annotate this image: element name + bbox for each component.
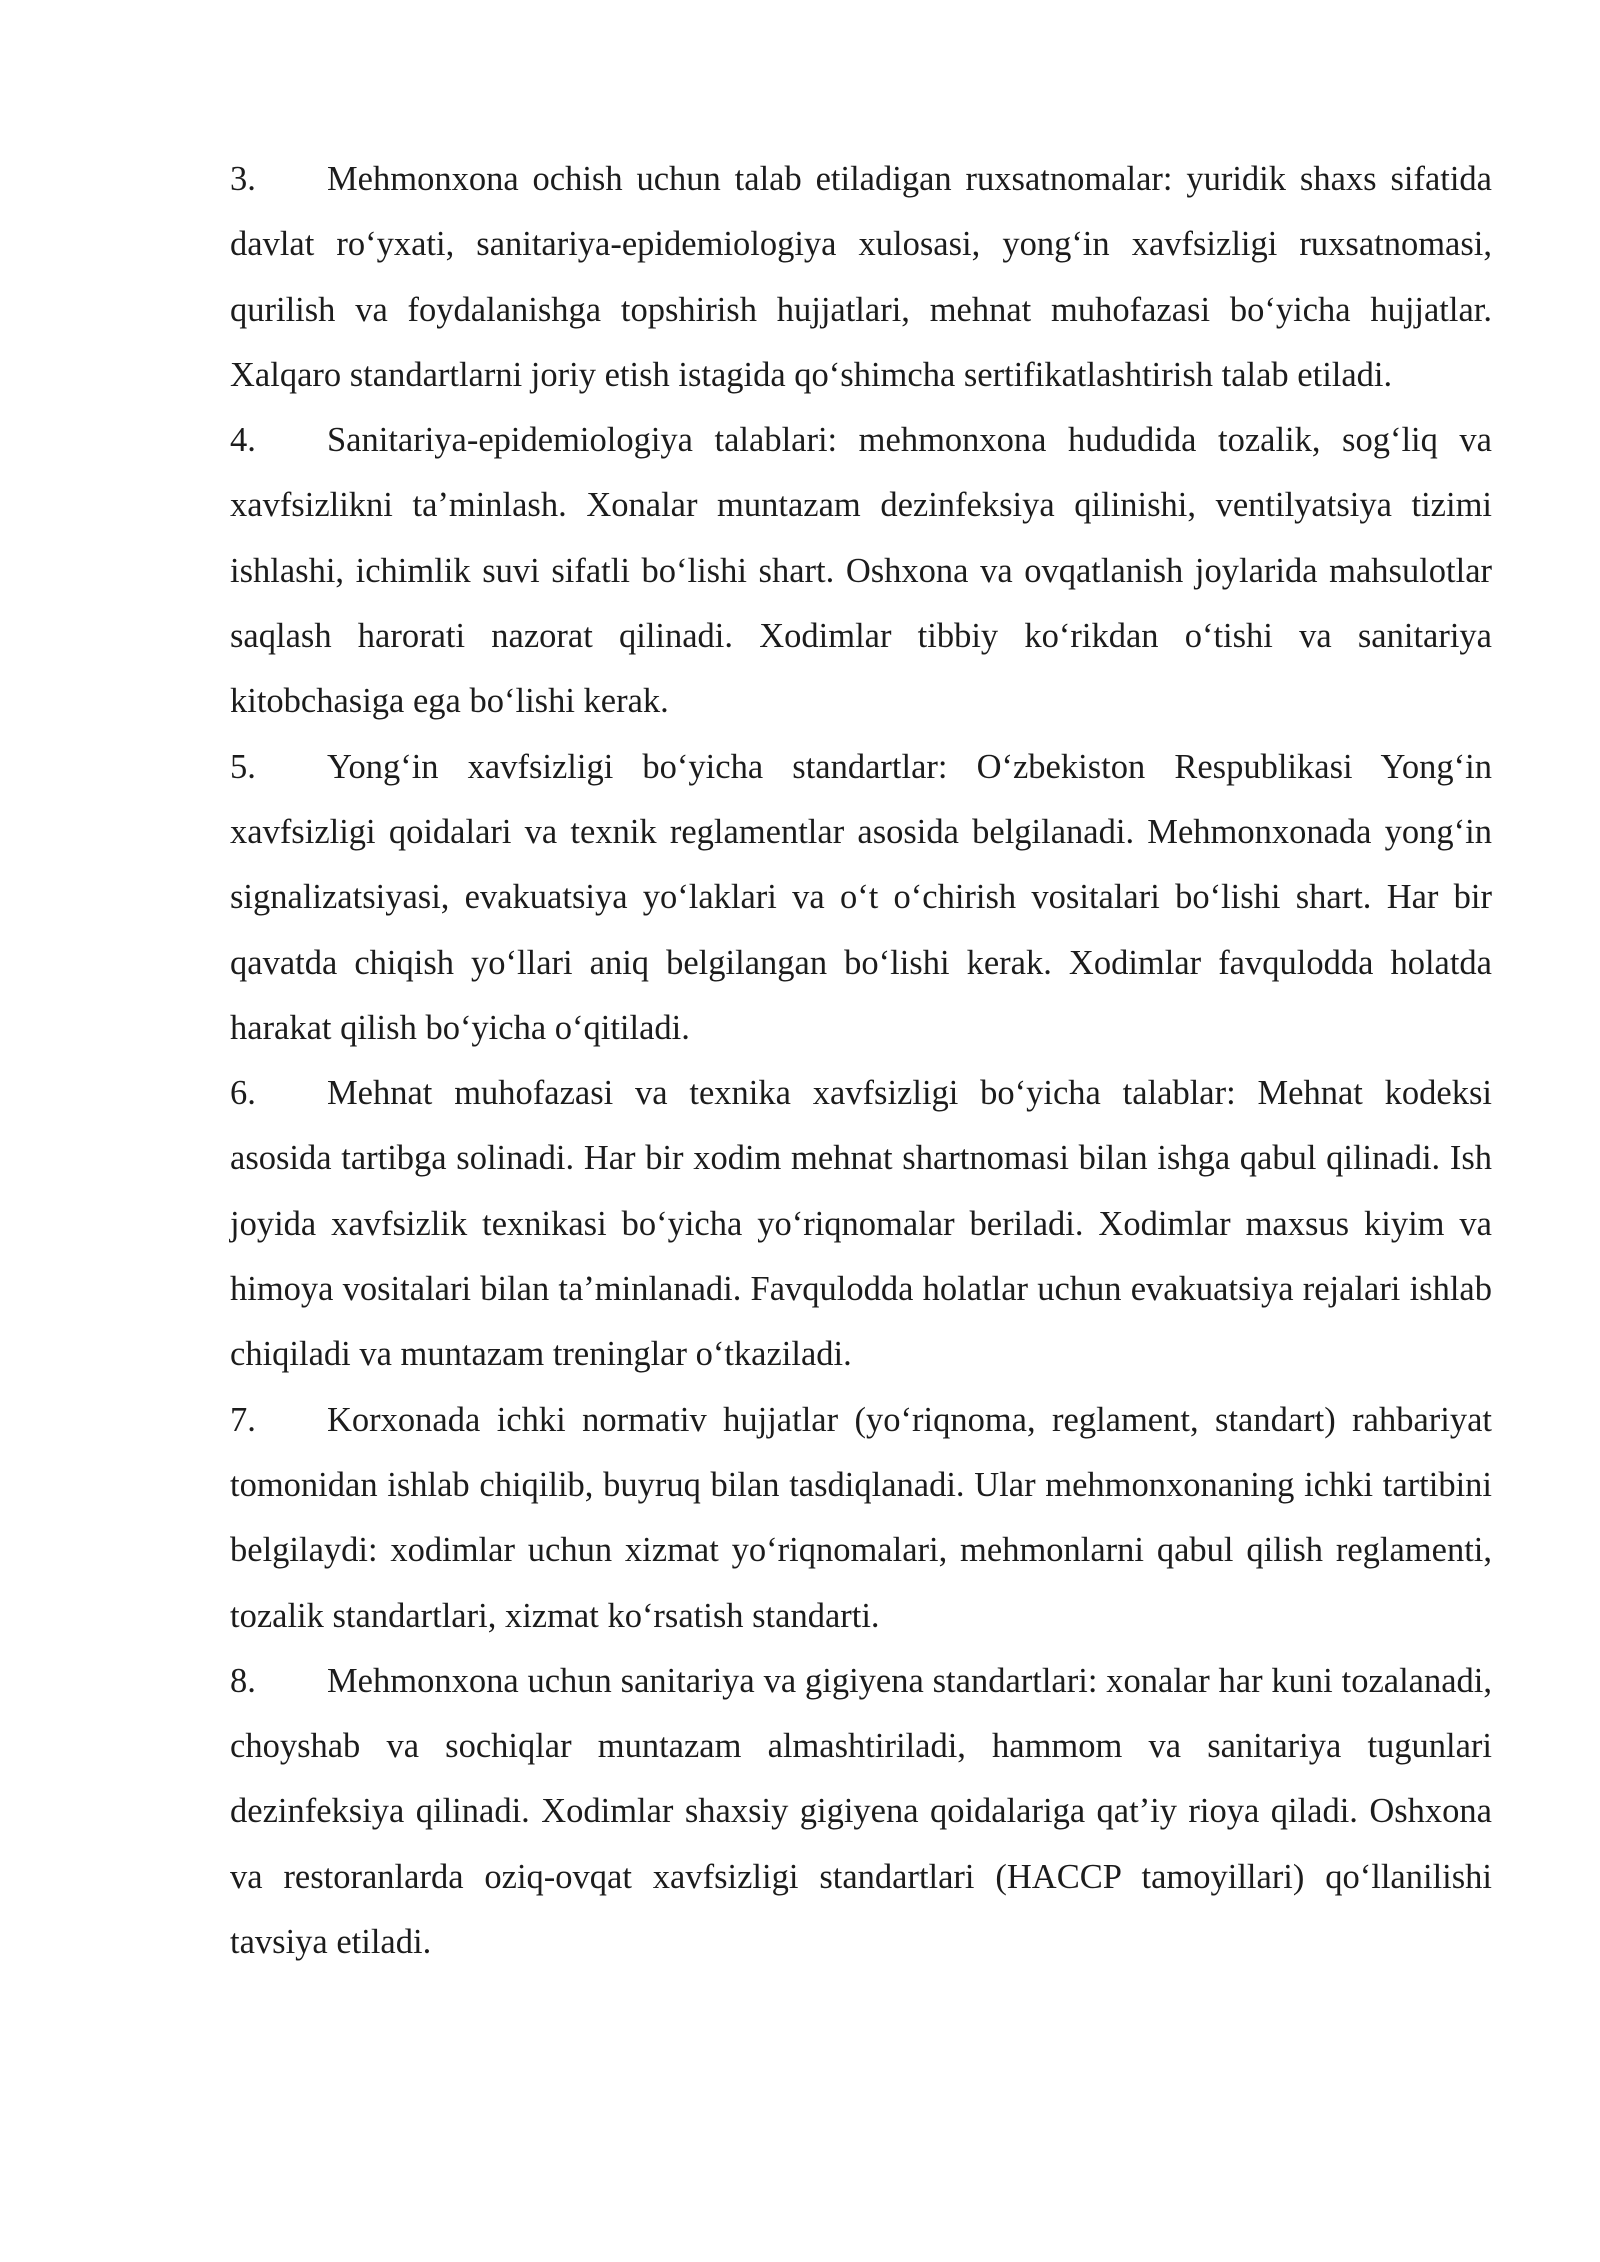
- item-number: 6.: [230, 1074, 256, 1113]
- item-text: Mehmonxona uchun sanitariya va gigiyena standartlari: xonalar har kuni tozalanadi, choyshab va sochiqlar muntazam almashtiriladi, hammom va sanitariya tugunlari dezinfeksiya qilinadi. Xodimlar shaxsiy gigiyena qoidalariga qatʼiy rioya qiladi. Oshxona va restoranlarda oziq-ovqat xavfsizligi standartlari (HACCP tamoyillari) qoʻllanilishi tavsiya etiladi.: [230, 1661, 1492, 1962]
- list-item-8: [230, 1649, 1492, 1975]
- list-item-7: [230, 1388, 1492, 1649]
- list-item-6: [230, 1061, 1492, 1387]
- list-item-5: [230, 735, 1492, 1061]
- item-number: 3.: [230, 160, 256, 198]
- item-text: Korxonada ichki normativ hujjatlar (yoʻriqnoma, reglament, standart) rahbariyat tomonidan ishlab chiqilib, buyruq bilan tasdiqlanadi. Ular mehmonxonaning ichki tartibini belgilaydi: xodimlar uchun xizmat yoʻriqnomalari, mehmonlarni qabul qilish reglamenti, tozalik standartlari, xizmat koʻrsatish standarti.: [230, 1400, 1492, 1635]
- item-number: 4.: [230, 421, 256, 460]
- item-text: Sanitariya-epidemiologiya talablari: mehmonxona hududida tozalik, sogʻliq va xavfsizlikni taʼminlash. Xonalar muntazam dezinfeksiya qilinishi, ventilyatsiya tizimi ishlashi, ichimlik suvi sifatli boʻlishi shart. Oshxona va ovqatlanish joylarida mahsulotlar saqlash harorati nazorat qilinadi. Xodimlar tibbiy koʻrikdan oʻtishi va sanitariya kitobchasiga ega boʻlishi kerak.: [230, 421, 1492, 721]
- item-number: 7.: [230, 1400, 256, 1439]
- item-text: Mehnat muhofazasi va texnika xavfsizligi boʻyicha talablar: Mehnat kodeksi asosida tartibga solinadi. Har bir xodim mehnat shartnomasi bilan ishga qabul qilinadi. Ish joyida xavfsizlik texnikasi boʻyicha yoʻriqnomalar beriladi. Xodimlar maxsus kiyim va himoya vositalari bilan taʼminlanadi. Favqulodda holatlar uchun evakuatsiya rejalari ishlab chiqiladi va muntazam treninglar oʻtkaziladi.: [230, 1074, 1492, 1374]
- item-text: Mehmonxona ochish uchun talab etiladigan ruxsatnomalar: yuridik shaxs sifatida davlat roʻyxati, sanitariya-epidemiologiya xulosasi, yongʻin xavfsizligi ruxsatnomasi, qurilish va foydalanishga topshirish hujjatlari, mehnat muhofazasi boʻyicha hujjatlar. Xalqaro standartlarni joriy etish istagida qoʻshimcha sertifikatlashtirish talab etiladi.: [230, 160, 1492, 394]
- item-number: 8.: [230, 1661, 256, 1700]
- list-item-3: [230, 147, 1492, 408]
- list-item-4: [230, 408, 1492, 734]
- item-text: Yongʻin xavfsizligi boʻyicha standartlar: Oʻzbekiston Respublikasi Yongʻin xavfsizligi qoidalari va texnik reglamentlar asosida belgilanadi. Mehmonxonada yongʻin signalizatsiyasi, evakuatsiya yoʻlaklari va oʻt oʻchirish vositalari boʻlishi shart. Har bir qavatda chiqish yoʻllari aniq belgilangan boʻlishi kerak. Xodimlar favqulodda holatda harakat qilish boʻyicha oʻqitiladi.: [230, 747, 1492, 1047]
- document-body: [230, 147, 1492, 1975]
- item-number: 5.: [230, 747, 256, 786]
